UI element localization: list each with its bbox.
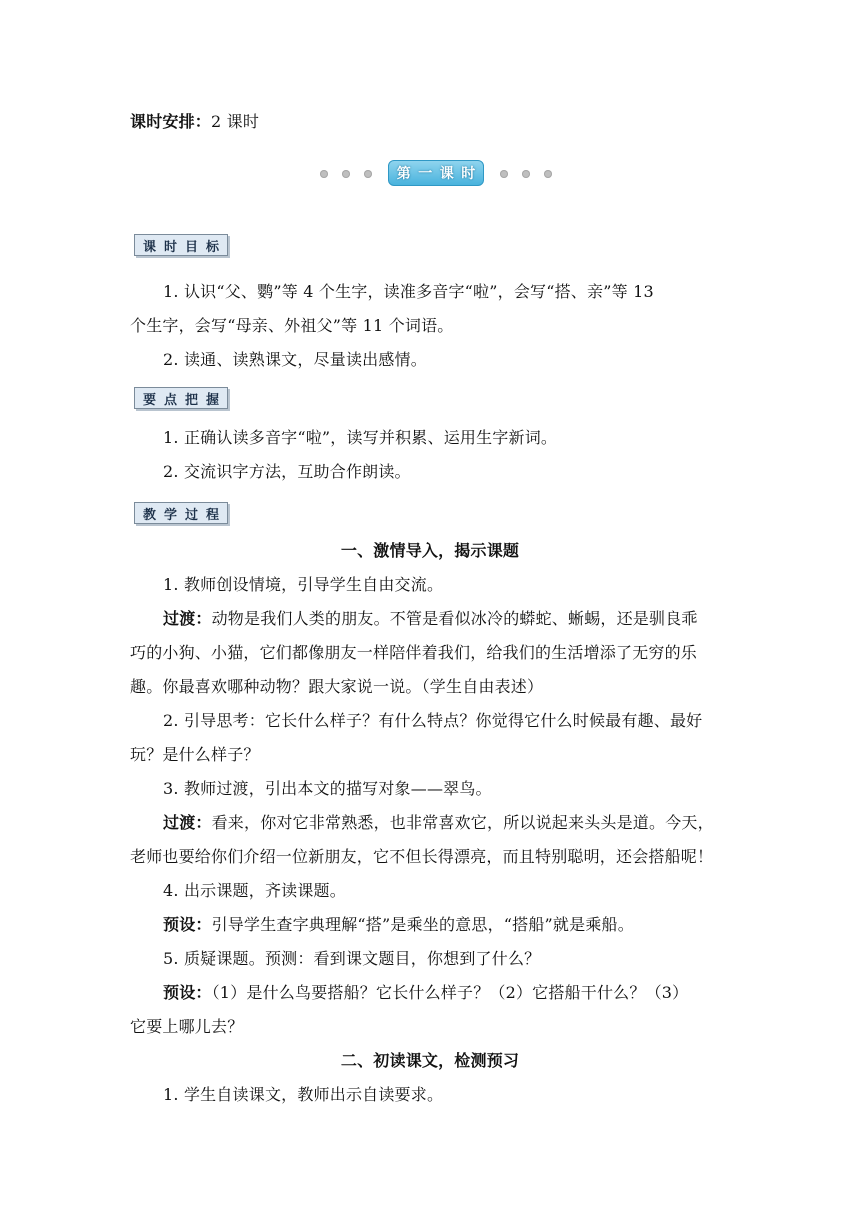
lesson-one-banner [318,160,558,186]
banner-ribbon [388,160,484,186]
paragraph: 3. 教师过渡，引出本文的描写对象——翠鸟。 [163,779,492,798]
schedule-label: 课时安排： [130,112,212,131]
transition-paragraph [163,813,714,833]
preset-paragraph [163,983,688,1003]
section-char: 点 [163,392,177,408]
paragraph-text: （1）是什么鸟要搭船？它长什么样子？（2）它搭船干什么？（3） [211,983,689,1002]
section-char: 过 [184,507,198,523]
key-point-line: 1. 正确认读多音字“啦”，读写并积累、运用生字新词。 [163,428,558,447]
paragraph-text: 老师也要给你们介绍一位新朋友，它不但长得漂亮，而且特别聪明，还会搭船呢！ [130,847,714,866]
section-char: 程 [205,507,219,523]
section-char: 标 [205,239,219,255]
banner-char: 一 [418,166,433,182]
banner-dot [522,170,530,178]
banner-char: 第 [396,166,411,182]
transition-label: 过渡： [163,609,212,628]
section-char: 要 [142,392,156,408]
section-header-goals [134,234,228,256]
paragraph: 1. 学生自读课文，教师出示自读要求。 [163,1085,444,1104]
banner-dot [342,170,350,178]
paragraph: 5. 质疑课题。预测：看到课文题目，你想到了什么？ [163,949,541,968]
part-one-title: 一、激情导入，揭示课题 [340,541,520,560]
transition-label: 过渡： [163,813,212,832]
section-char: 教 [142,507,156,523]
paragraph-text: 玩？是什么样子？ [130,745,260,764]
section-char: 学 [163,507,177,523]
banner-dot [364,170,372,178]
preset-paragraph [163,915,634,935]
paragraph-text: 趣。你最喜欢哪种动物？跟大家说一说。（学生自由表述） [130,677,544,696]
goal-line: 1. 认识“父、鹦”等 4 个生字，读准多音字“啦”，会写“搭、亲”等 13 [163,282,654,301]
paragraph-text: 巧的小狗、小猫，它们都像朋友一样陪伴着我们，给我们的生活增添了无穷的乐 [130,643,698,662]
goal-line: 个生字，会写“母亲、外祖父”等 11 个词语。 [130,316,454,335]
banner-char: 时 [461,166,476,182]
part-two-title: 二、初读课文，检测预习 [340,1051,520,1070]
goal-line: 2. 读通、读熟课文，尽量读出感情。 [163,350,427,369]
section-char: 握 [205,392,219,408]
paragraph-text: 动物是我们人类的朋友。不管是看似冰冷的蟒蛇、蜥蜴，还是驯良乖 [211,609,698,628]
paragraph: 2. 引导思考：它长什么样子？有什么特点？你觉得它什么时候最有趣、最好 [163,711,703,730]
section-header-key-points [134,387,228,409]
preset-label: 预设： [163,915,212,934]
schedule-value: 2 课时 [211,112,260,131]
banner-dot [500,170,508,178]
section-header-process [134,502,228,524]
key-point-line: 2. 交流识字方法，互助合作朗读。 [163,462,411,481]
transition-paragraph [163,609,698,629]
section-char: 课 [142,239,156,255]
lesson-schedule [130,112,259,132]
paragraph-text: 它要上哪儿去？ [130,1017,244,1036]
preset-label: 预设： [163,983,212,1002]
banner-dot [544,170,552,178]
section-char: 时 [163,239,177,255]
section-char: 目 [184,239,198,255]
banner-char: 课 [439,166,454,182]
paragraph-text: 引导学生查字典理解“搭”是乘坐的意思，“搭船”就是乘船。 [211,915,634,934]
paragraph: 1. 教师创设情境，引导学生自由交流。 [163,575,444,594]
banner-dot [320,170,328,178]
paragraph-text: 看来，你对它非常熟悉，也非常喜欢它，所以说起来头头是道。今天， [211,813,714,832]
paragraph: 4. 出示课题，齐读课题。 [163,881,346,900]
section-char: 把 [184,392,198,408]
